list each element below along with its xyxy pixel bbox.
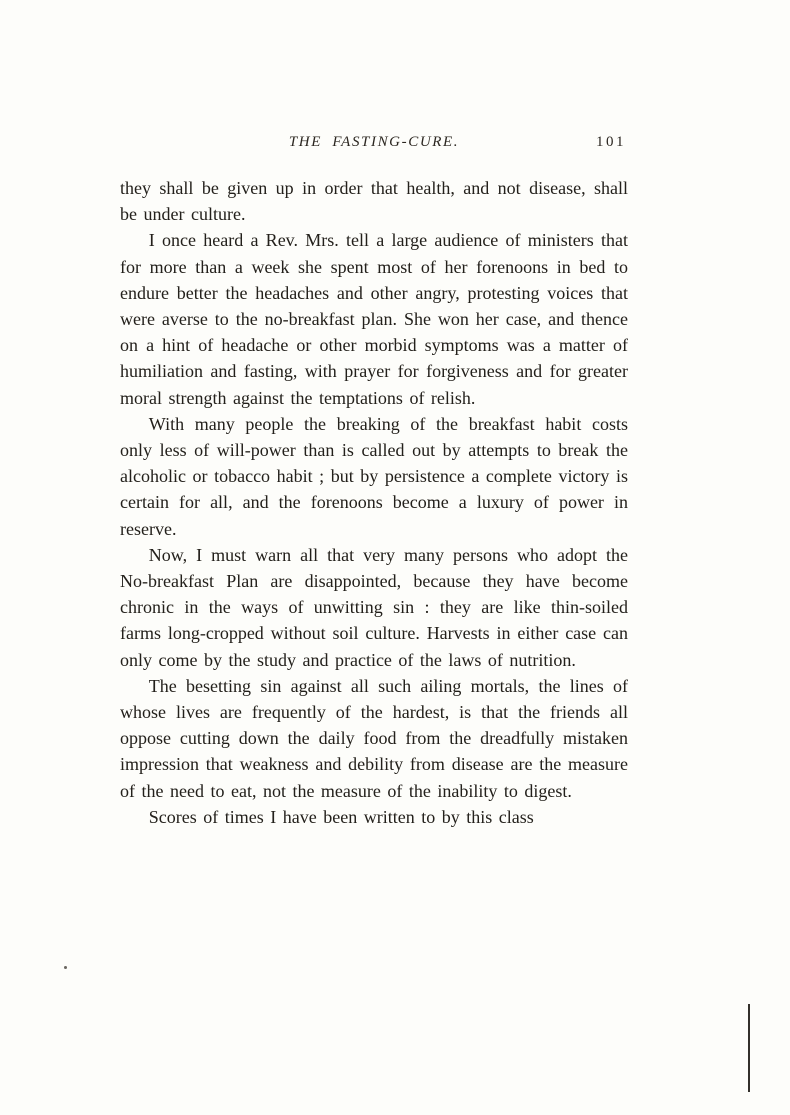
page-number: 101 xyxy=(596,134,626,150)
paragraph: Now, I must warn all that very many persons who adopt the No-breakfast Plan are disappointed, because they have become chronic in the ways of unwitting sin : they are like thin-soiled farms long-cropped without soil culture. Harvests in either case can only come by the study and practice of the laws of nutrition. xyxy=(120,544,628,670)
paragraph: With many people the breaking of the breakfast habit costs only less of will-power than is called out by attempts to break the alcoholic or tobacco habit ; but by persistence a complete victory is certain for all, and the forenoons become a luxury of power in reserve. xyxy=(120,413,628,539)
paragraph: I once heard a Rev. Mrs. tell a large audience of ministers that for more than a week she spent most of her forenoons in bed to endure better the headaches and other angry, protesting voices that were averse to the no-breakfast plan. She won her case, and thence on a hint of headache or other morbid symptoms was a matter of humiliation and fasting, with prayer for forgiveness and for greater moral strength against the temptations of relish. xyxy=(120,230,628,408)
scan-edge-line xyxy=(748,1004,750,1092)
page-body xyxy=(120,175,628,830)
scan-speck-mark xyxy=(64,966,67,969)
paragraph: The besetting sin against all such ailing mortals, the lines of whose lives are frequently of the hardest, is that the friends all oppose cutting down the daily food from the dreadfully mistaken impression that weakness and debility from disease are the measure of the need to eat, not the measure of the inability to digest. xyxy=(120,675,628,801)
paragraph-continued: they shall be given up in order that health, and not disease, shall be under culture. xyxy=(120,178,628,225)
running-head-title: THE FASTING-CURE. xyxy=(288,134,460,150)
paragraph: Scores of times I have been written to by this class xyxy=(148,806,534,827)
running-head xyxy=(120,134,628,156)
